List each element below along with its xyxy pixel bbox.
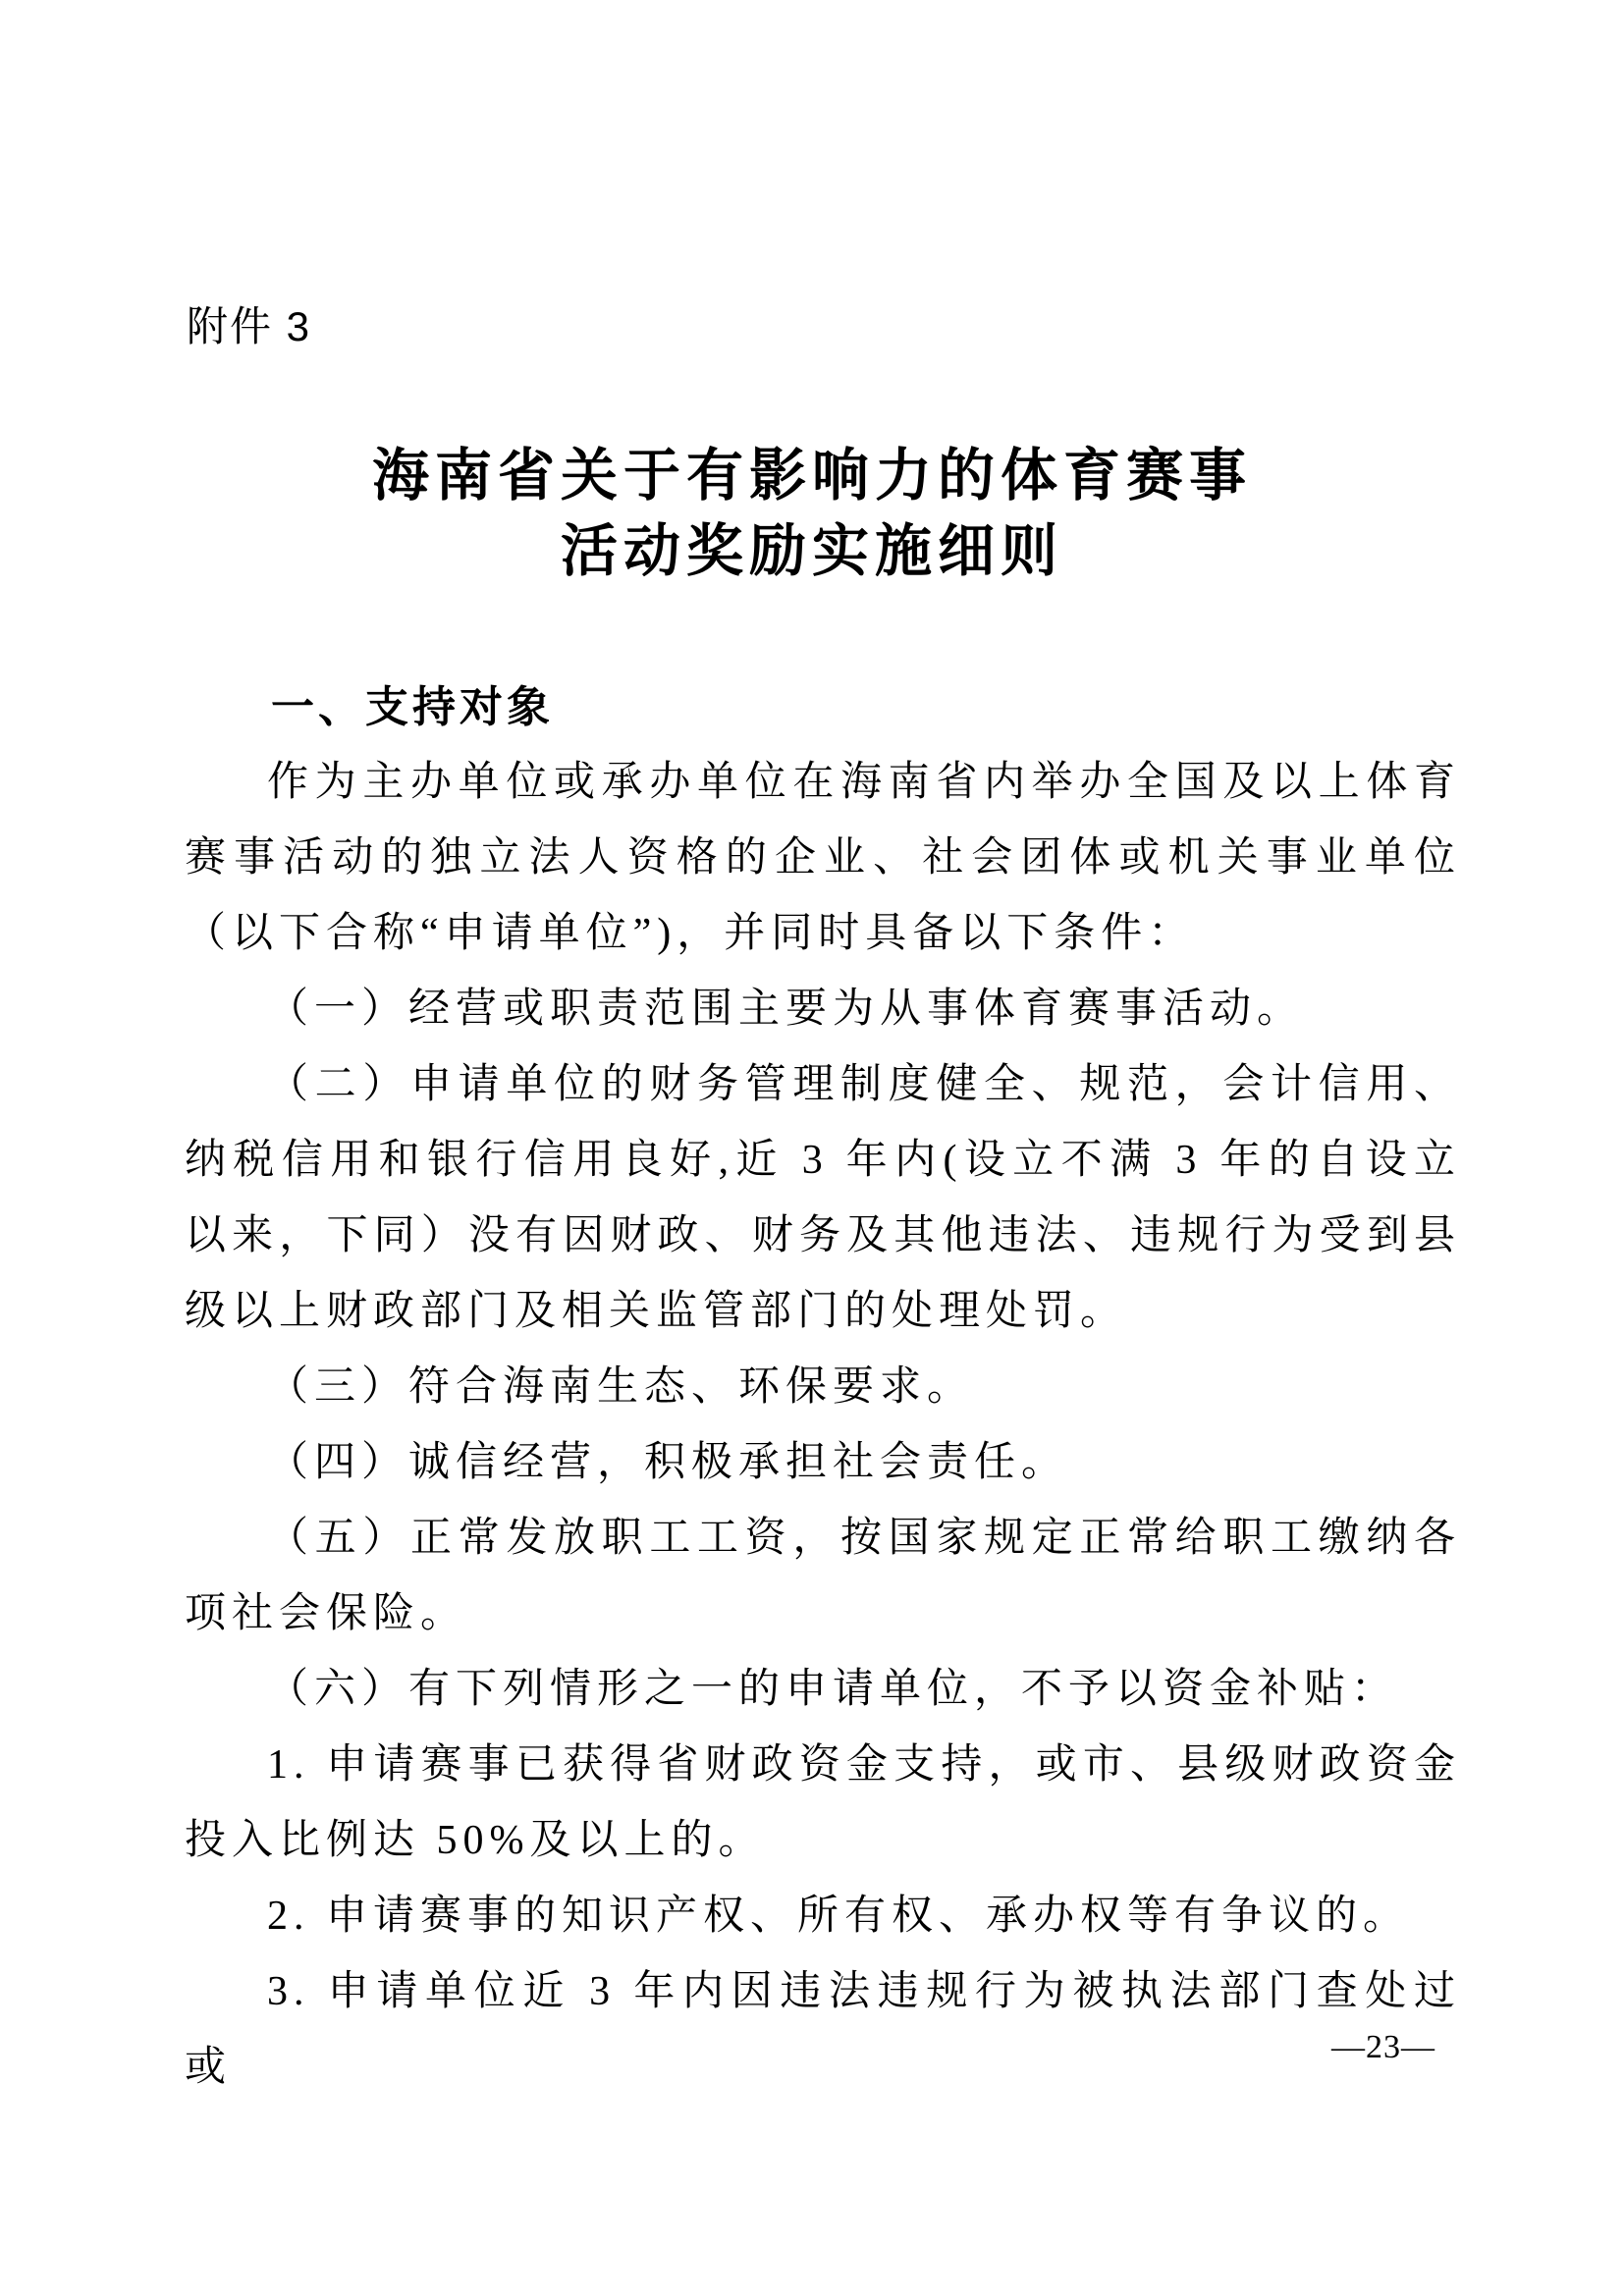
paragraph: （二）申请单位的财务管理制度健全、规范，会计信用、纳税信用和银行信用良好,近 3 年内(设立不满 3 年的自设立以来，下同）没有因财政、财务及其他违法、违规行为受到县级以上财政部门及相关监管部门的处理处罚。: [185, 1062, 1461, 1334]
document-title-line2: 活动奖励实施细则: [560, 519, 1063, 583]
document-title-line1: 海南省关于有影响力的体育赛事: [371, 444, 1252, 507]
paragraph: （五）正常发放职工工资，按国家规定正常给职工缴纳各项社会保险。: [185, 1516, 1461, 1636]
paragraph: 3. 申请单位近 3 年内因违法违规行为被执法部门查处过或: [185, 1969, 1461, 2090]
paragraph: （六）有下列情形之一的申请单位，不予以资金补贴：: [267, 1667, 1399, 1712]
paragraph: （四）诚信经营，积极承担社会责任。: [267, 1440, 1069, 1485]
paragraph: 1. 申请赛事已获得省财政资金支持，或市、县级财政资金投入比例达 50%及以上的。: [185, 1742, 1461, 1863]
paragraph: （一）经营或职责范围主要为从事体育赛事活动。: [267, 987, 1305, 1032]
document-title: [0, 438, 1624, 589]
section-heading: 一、支持对象: [271, 683, 554, 731]
paragraph: 作为主办单位或承办单位在海南省内举办全国及以上体育赛事活动的独立法人资格的企业、社会团体或机关事业单位（以下合称“申请单位”)，并同时具备以下条件：: [185, 760, 1461, 956]
paragraph: 2. 申请赛事的知识产权、所有权、承办权等有争议的。: [267, 1894, 1411, 1939]
attachment-label: 附件 3: [187, 303, 312, 349]
paragraph: （三）符合海南生态、环保要求。: [267, 1364, 975, 1410]
document-body: [185, 669, 1461, 2106]
page-number: —23—: [1331, 2029, 1435, 2065]
